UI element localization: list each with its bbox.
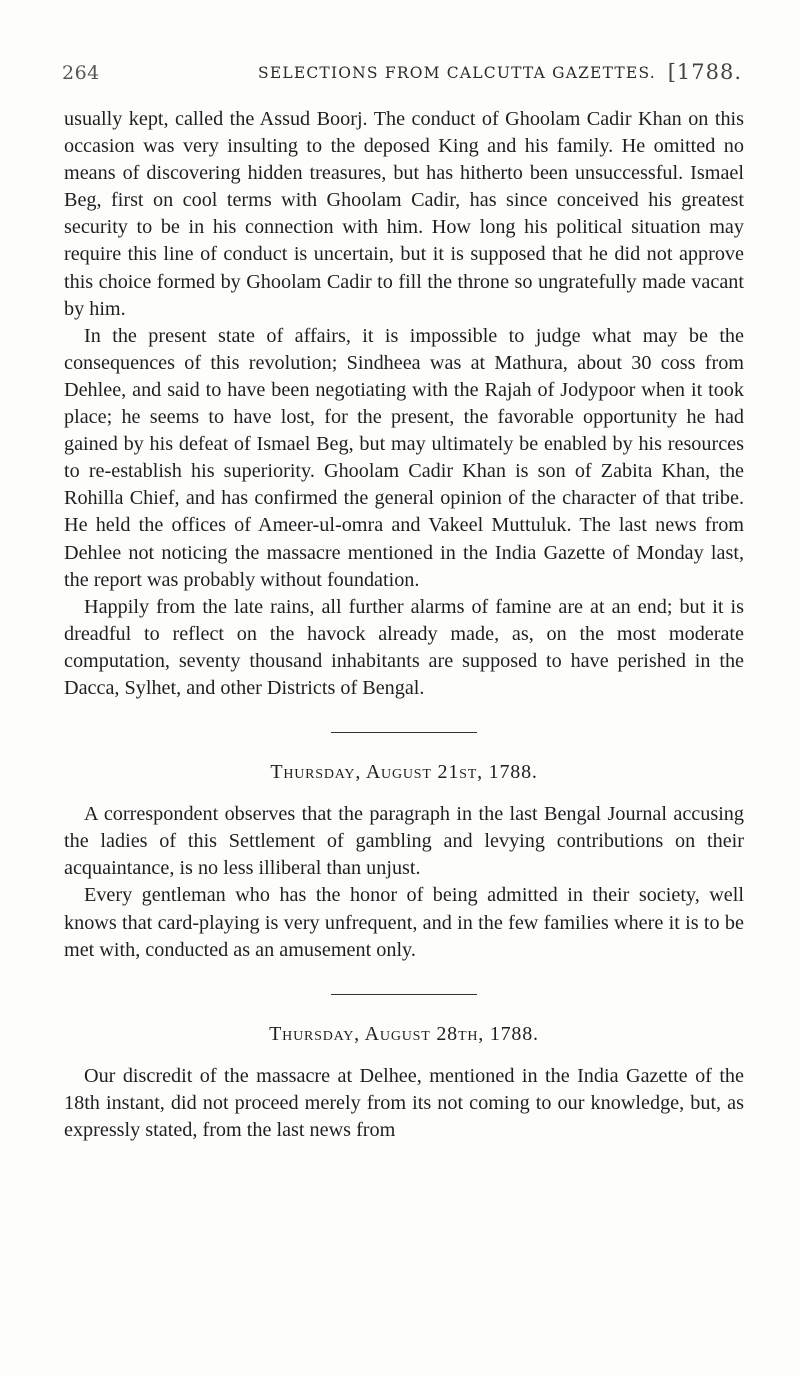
page-header [62,62,742,92]
paragraph-4: A correspondent observes that the paragraph in the last Bengal Journal accusing the ladies of this Settlement of gambling and levying contributions on their acquaintance, is no less illiberal than unjust. [64,803,744,880]
paragraph-1: usually kept, called the Assud Boorj. The conduct of Ghoolam Cadir Khan on this occasion was very insulting to the deposed King and his family. He omitted no means of discovering hidden treasures, but has hitherto been unsuccessful. Ismael Beg, first on cool terms with Ghoolam Cadir, has since conceived his greatest security to be in his connection with him. How long his political situation may require this line of conduct is uncertain, but it is supposed that he did not approve this choice formed by Ghoolam Cadir to fill the throne so ungratefully made vacant by him. [64,108,744,320]
section-divider [331,732,477,733]
dateline-august-21: Thursday, August 21st, 1788. [270,761,538,784]
dateline-august-28: Thursday, August 28th, 1788. [269,1022,539,1045]
paragraph-2: In the present state of affairs, it is impossible to judge what may be the consequences of this revolution; Sindheea was at Mathura, about 30 coss from Dehlee, and said to have been negotiating with the Rajah of Jodypoor when it took place; he seems to have lost, for the present, the favorable opportunity he had gained by his defeat of Ismael Beg, but may ultimately be enabled by his resources to re-establish his superiority. Ghoolam Cadir Khan is son of Zabita Khan, the Rohilla Chief, and has confirmed the general opinion of the character of that tribe. He held the offices of Ameer-ul-omra and Vakeel Muttuluk. The last news from Dehlee not noticing the massacre mentioned in the India Gazette of Monday last, the report was probably without foundation. [64,324,744,591]
page-number: 264 [62,62,100,84]
paragraph-5: Every gentleman who has the honor of being admitted in their society, well knows that card-playing is very unfrequent, and in the few families where it is to be met with, conducted as an amusement only. [64,884,744,961]
header-year: [1788. [667,60,742,84]
paragraph-3: Happily from the late rains, all further alarms of famine are at an end; but it is dreadful to reflect on the havock already made, as, on the most moderate computation, seventy thousand inhabitants are supposed to have perished in the Dacca, Sylhet, and other Districts of Bengal. [64,595,744,699]
paragraph-6: Our discredit of the massacre at Delhee, mentioned in the India Gazette of the 18th instant, did not proceed merely from its not coming to our knowledge, but, as expressly stated, from the last news from [64,1064,744,1141]
running-title: SELECTIONS FROM CALCUTTA GAZETTES. [258,64,656,82]
section-divider [331,994,477,995]
page-body [64,106,744,1144]
